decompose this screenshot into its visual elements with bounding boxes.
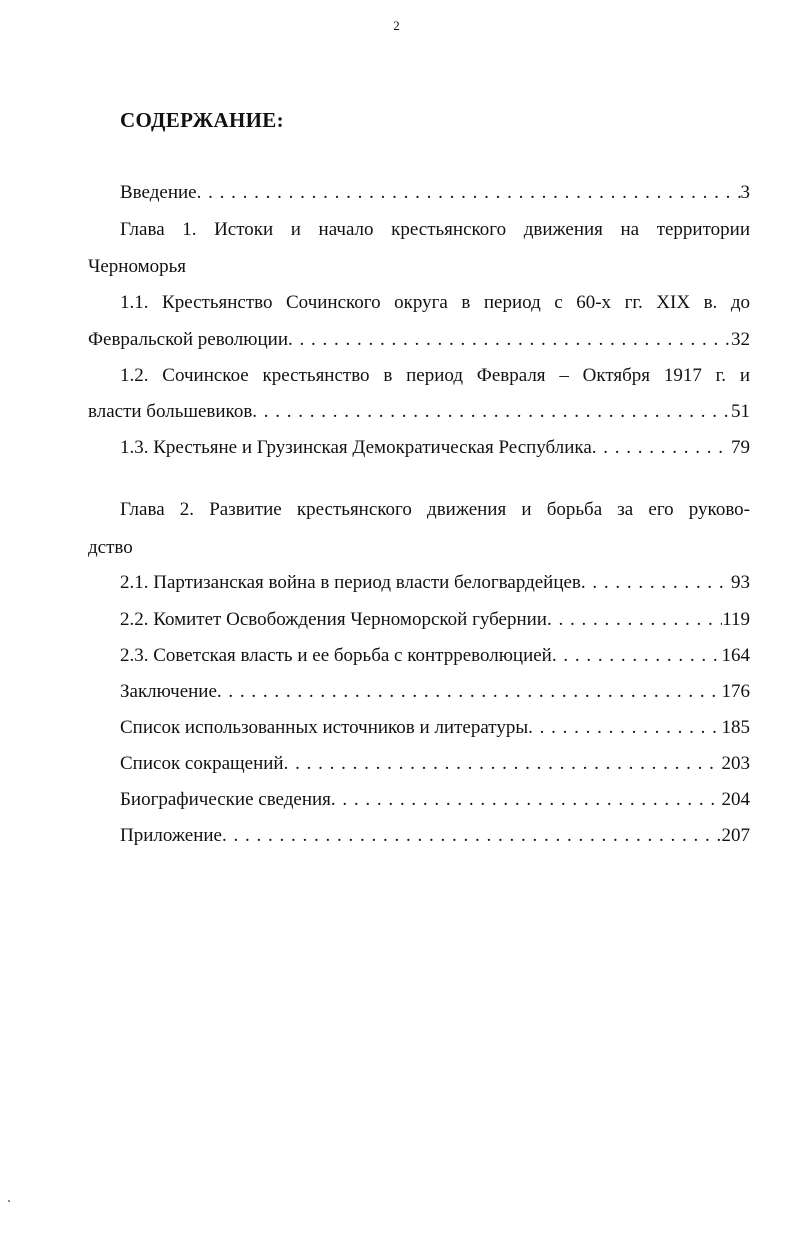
- toc-entry-abbreviations[interactable]: [120, 752, 750, 776]
- toc-page-number: 79: [731, 437, 750, 458]
- dot-leader: [222, 824, 722, 848]
- toc-page-number: 207: [721, 825, 750, 846]
- toc-entry-section-1-1[interactable]: [88, 328, 750, 352]
- toc-entry-label: Приложение: [120, 825, 222, 846]
- toc-entry-label: Список сокращений: [120, 753, 284, 774]
- toc-entry-section-2-3[interactable]: [120, 644, 750, 668]
- toc-page-number: 3: [740, 182, 750, 203]
- toc-entry-label: 2.1. Партизанская война в период власти белогвардейцев: [120, 572, 581, 593]
- chapter-1-heading-continuation: Черноморья: [88, 256, 187, 277]
- toc-entry-section-1-2[interactable]: [88, 400, 750, 424]
- dot-leader: [592, 436, 731, 460]
- dot-leader: [581, 571, 731, 595]
- toc-entry-section-2-2[interactable]: [120, 608, 750, 632]
- dot-leader: [217, 680, 722, 704]
- chapter-2-heading-continuation: дство: [88, 537, 133, 558]
- dot-leader: [197, 181, 741, 205]
- toc-entry-label: Список использованных источников и литературы: [120, 717, 529, 738]
- toc-entry-section-1-3[interactable]: [120, 436, 750, 460]
- toc-entry-label: Февральской революции: [88, 329, 288, 350]
- toc-page-number: 93: [731, 572, 750, 593]
- dot-leader: [552, 644, 722, 668]
- section-1-2-heading[interactable]: 1.2. Сочинское крестьянство в период Февраля – Октября 1917 г. и: [120, 365, 750, 386]
- scan-speck: [8, 1200, 10, 1202]
- toc-entry-label: власти большевиков: [88, 401, 253, 422]
- section-1-1-heading[interactable]: 1.1. Крестьянство Сочинского округа в период с 60-х гг. XIX в. до: [120, 292, 751, 313]
- dot-leader: [284, 752, 722, 776]
- dot-leader: [288, 328, 731, 352]
- toc-entry-conclusion[interactable]: [120, 680, 750, 704]
- toc-entry-label: Биографические сведения: [120, 789, 331, 810]
- toc-entry-label: 2.3. Советская власть и ее борьба с контрреволюцией: [120, 645, 552, 666]
- toc-page-number: 164: [721, 645, 750, 666]
- toc-entry-label: 1.3. Крестьяне и Грузинская Демократическая Республика: [120, 437, 592, 458]
- dot-leader: [547, 608, 722, 632]
- chapter-1-heading[interactable]: Глава 1. Истоки и начало крестьянского движения на территории: [120, 219, 750, 240]
- toc-page-number: 51: [731, 401, 750, 422]
- dot-leader: [528, 716, 721, 740]
- toc-entry-label: Заключение: [120, 681, 217, 702]
- toc-page-number: 185: [721, 717, 750, 738]
- toc-entry-label: 2.2. Комитет Освобождения Черноморской губернии: [120, 609, 547, 630]
- toc-entry-sources[interactable]: [120, 716, 750, 740]
- dot-leader: [252, 400, 731, 424]
- toc-entry-section-2-1[interactable]: [120, 571, 750, 595]
- page-title: СОДЕРЖАНИЕ:: [120, 108, 284, 132]
- toc-page-number: 119: [722, 609, 750, 630]
- toc-page-number: 176: [721, 681, 750, 702]
- toc-page-number: 32: [731, 329, 750, 350]
- dot-leader: [331, 788, 722, 812]
- toc-page-number: 203: [721, 753, 750, 774]
- chapter-2-heading[interactable]: Глава 2. Развитие крестьянского движения и борьба за его руково-: [120, 499, 750, 520]
- toc-entry-label: Введение: [120, 182, 197, 203]
- toc-entry-biographies[interactable]: [120, 788, 750, 812]
- page-number: 2: [393, 18, 400, 33]
- toc-page-number: 204: [721, 789, 750, 810]
- toc-entry-introduction[interactable]: [120, 181, 750, 205]
- toc-entry-appendix[interactable]: [120, 824, 750, 848]
